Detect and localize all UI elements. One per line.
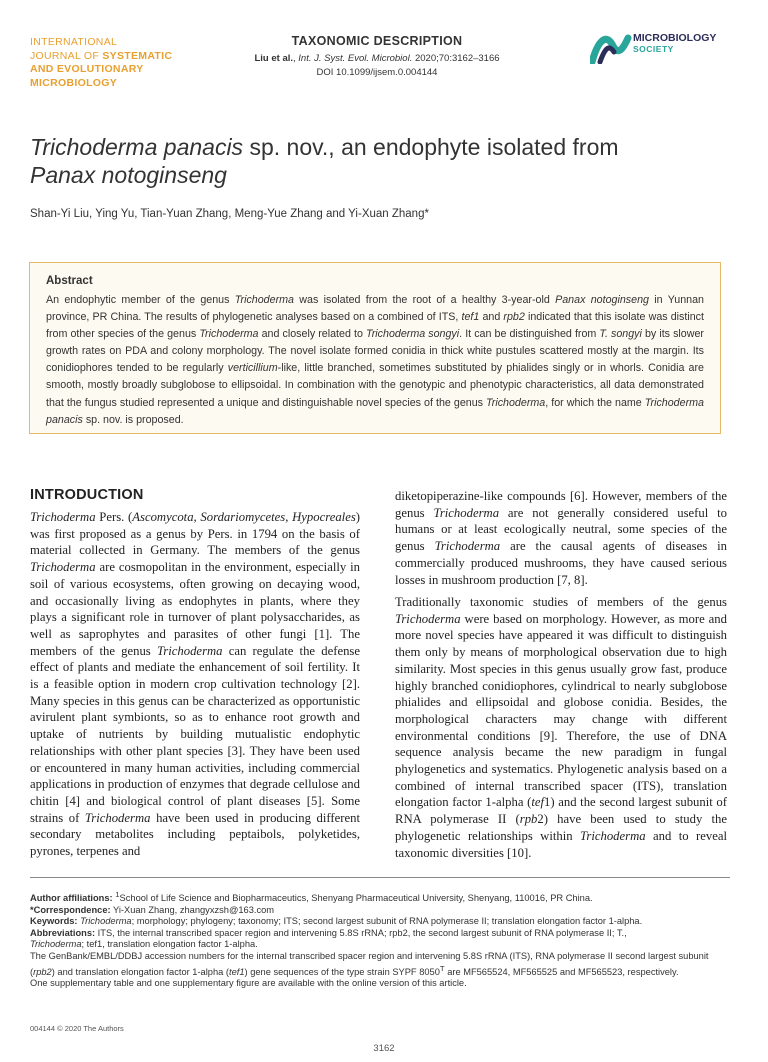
author-list: Shan-Yi Liu, Ying Yu, Tian-Yuan Zhang, Meng-Yue Zhang and Yi-Xuan Zhang* <box>30 208 429 220</box>
abstract-text: An endophytic member of the genus Trichoderma was isolated from the root of a healthy 3-year-old Panax notoginseng in Yunnan province, PR China. The results of phylogenetic analyses based on a combined of ITS, tef1 and rpb2 indicated that this isolate was distinct from other species of the genus Trichoderma and closely related to Trichoderma songyi. It can be distinguished from T. songyi by its slower growth rates on PDA and colony morphology. The novel isolate formed conidia in thick white pustules scattered mostly at the margin. Its conidiophores tended to be regularly verticillium-like, little branched, sometimes substituted by phialides singly or in whorls. Conidia are smooth, mostly broadly subglobose to ellipsoidal. In combination with the genotypic and phenotypic characteristics, all data demonstrated that the fungus studied represented a unique and distinguishable novel species of the genus Trichoderma, for which the name Trichoderma panacis sp. nov. is proposed. <box>46 294 705 426</box>
footnote-divider <box>30 877 730 878</box>
keywords: Keywords: Trichoderma; morphology; phylogeny; taxonomy; ITS; second largest subunit of RNA polymerase II; translation elongation factor 1-alpha. <box>30 916 643 927</box>
citation: Liu et al., Int. J. Syst. Evol. Microbiol. 2020;70:3162–3166 <box>254 53 500 64</box>
intro-column-2-paragraph-1: diketopiperazine-like compounds [6]. However, members of the genus Trichoderma are not generally considered useful to humans or at least ecologically neutral, some species of the genus Trichoderma are the causal agents of diseases in commercially produced mushrooms, they have caused serious losses in mushroom production [7, 8]. <box>395 489 728 587</box>
article-title: Trichoderma panacis sp. nov., an endophyte isolated from Panax notoginseng <box>30 134 619 188</box>
abstract-box <box>29 262 721 434</box>
journal-line-3: AND EVOLUTIONARY <box>30 63 144 76</box>
supplementary-note: One supplementary table and one supplementary figure are available with the online version of this article. <box>30 978 467 989</box>
page-number: 3162 <box>373 1043 395 1054</box>
intro-column-2-paragraph-2: Traditionally taxonomic studies of members of the genus Trichoderma were based on morphology. However, as more and more novel species have appeared it was difficult to distinguish them only by means of morphological observation due to high similarity. Most species in this genus usually grow fast, produce highly branched conidiophores, cylindrical to nearly subglobose phialides and ellipsoidal and globose conidia. Besides, the morphological characters may change with different environmental conditions [9]. Therefore, the use of DNA sequence analysis became the new paradigm in fungal phylogenetics and systematics. Phylogenetic analysis based on a combined of internal transcribed spacer (ITS), translation elongation factor 1-alpha (tef1) and the second largest subunit of RNA polymerase II (rpb2) have been used to study the phylogenetic relationships within Trichoderma and to reveal taxonomic diversities [10]. <box>395 595 727 860</box>
author-affiliations: Author affiliations: $^1$School of Life Science and Biopharmaceutics, Shenyang Pharmaceutical University, Shenyang, 110016, PR China. <box>30 890 593 904</box>
intro-column-1: Trichoderma Pers. (Ascomycota, Sordariomycetes, Hypocreales) was first proposed as a genus by Pers. in 1794 on the basis of material collected in Germany. The members of the genus Trichoderma are cosmopolitan in the environment, especially in soil of various ecosystems, often growing on decaying wood, and occasionally living as endophytes in plants, where they plays a significant role in turnover of plant polysaccharides, as well as saprophytes and parasites of other fungi [1]. The members of the genus Trichoderma can regulate the defense effect of plants and mediate the enhancement of soil fertility. It is a feasible option in modern crop cultivation technology [2]. Many species in this genus can be characterized as opportunistic avirulent plant symbionts, so as to enhance root growth and uptake of nutrients by building mutualistic endophytic relationships with other plant species [3]. They have been used or encountered in many human activities, including commercial applications in production of enzymes that degrade cellulose and chitin [4] and biological control of plant diseases [5]. Some strains of Trichoderma have been used in producing different secondary metabolites including peptaibols, polyketides, pyrones, terpenes and <box>30 510 361 859</box>
journal-line-1: INTERNATIONAL <box>30 36 118 48</box>
article-type: TAXONOMIC DESCRIPTION <box>291 34 463 48</box>
logo-text: MICROBIOLOGY SOCIETY <box>633 32 717 54</box>
journal-line-2: JOURNAL OF SYSTEMATIC <box>30 49 173 62</box>
abstract-heading: Abstract <box>46 275 93 287</box>
abbreviations: Abbreviations: ITS, the internal transcribed spacer region and intervening 5.8S rRNA; rpb2, the second largest subunit of RNA polymerase II; T., Trichoderma; tef1, translation elongation factor 1-alpha. <box>30 927 627 950</box>
introduction-heading: INTRODUCTION <box>30 487 144 503</box>
genbank-accessions: The GenBank/EMBL/DDBJ accession numbers for the internal transcribed spacer region and intervening 5.8S rRNA (ITS), RNA polymerase II second largest subunit (rpb2) and translation elongation factor 1-alpha (tef1) gene sequences of the type strain SYPF $8050^T$ are MF565524, MF565525 and MF565523, respectively. <box>30 951 709 977</box>
copyright-line: 004144 © 2020 The Authors <box>30 1024 124 1033</box>
article-header <box>200 34 554 78</box>
doi[interactable]: DOI 10.1099/ijsem.0.004144 <box>316 67 438 78</box>
footnotes <box>30 889 730 990</box>
correspondence: *Correspondence: Yi-Xuan Zhang, zhangyxzsh@163.com <box>30 904 275 915</box>
journal-line-4: MICROBIOLOGY <box>30 76 118 89</box>
journal-name <box>30 36 172 90</box>
